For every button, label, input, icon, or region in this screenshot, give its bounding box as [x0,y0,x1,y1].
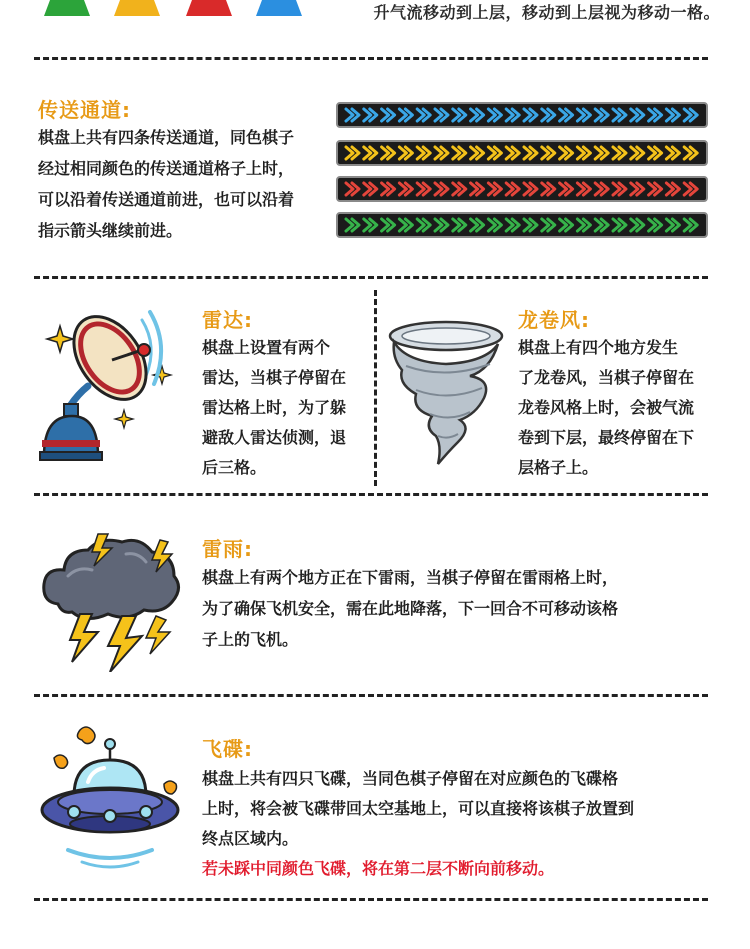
text-line: 棋盘上有两个地方正在下雷雨，当棋子停留在雷雨格上时， [202,568,619,587]
text-line: 后三格。 [202,458,267,477]
text-line: 层格子上。 [518,458,599,477]
text-line: 卷到下层，最终停留在下 [518,428,695,447]
top-band [0,0,750,58]
text-line: 指示箭头继续前进。 [38,221,183,240]
yellow-arrows-icon [336,140,708,166]
text-line: 棋盘上共有四条传送通道，同色棋子 [38,128,295,147]
conveyor-heading: 传送通道: [38,98,131,122]
tornado-heading: 龙卷风: [518,308,590,332]
thunderstorm-description [202,562,702,655]
text-line: 上时，将会被飞碟带回太空基地上，可以直接将该棋子放置到 [202,799,635,818]
text-line: 雷达，当棋子停留在 [202,368,347,387]
text-line: 雷达格上时，为了躲 [202,398,347,417]
yellow-piece-icon [114,0,160,16]
text-line: 了龙卷风，当棋子停留在 [518,368,695,387]
text-line: 避敌人雷达侦测，退 [202,428,347,447]
red-arrows-icon [336,176,708,202]
text-line: 龙卷风格上时，会被气流 [518,398,695,417]
ufo-heading: 飞碟: [202,737,253,761]
red-piece-icon [186,0,232,16]
thunderstorm-heading: 雷雨: [202,537,253,561]
text-line: 子上的飞机。 [202,630,299,649]
text-line: 棋盘上设置有两个 [202,338,331,357]
divider [34,276,708,279]
divider [34,493,708,496]
top-partial-text: 升气流移动到上层，移动到上层视为移动一格。 [373,3,720,22]
divider [34,694,708,697]
text-line: 为了确保飞机安全，需在此地降落，下一回合不可移动该格 [202,599,619,618]
storm-cloud-icon [38,532,188,672]
divider [34,57,708,60]
divider [34,898,708,901]
text-line: 经过相同颜色的传送通道格子上时， [38,159,295,178]
ufo-warning: 若未踩中同颜色飞碟，将在第二层不断向前移动。 [202,859,555,878]
tornado-icon [386,318,508,468]
ufo-description [202,764,702,854]
text-line: 棋盘上共有四只飞碟，当同色棋子停留在对应颜色的飞碟格 [202,769,619,788]
green-piece-icon [44,0,90,16]
blue-arrows-icon [336,102,708,128]
text-line: 可以沿着传送通道前进，也可以沿着 [38,190,295,209]
conveyor-description [38,122,328,246]
vertical-divider [374,290,377,486]
radar-dish-icon [38,306,178,466]
green-arrows-icon [336,212,708,238]
blue-piece-icon [256,0,302,16]
tornado-description [518,333,718,483]
ufo-icon [38,724,184,874]
text-line: 终点区域内。 [202,829,299,848]
radar-heading: 雷达: [202,308,253,332]
text-line: 棋盘上有四个地方发生 [518,338,679,357]
radar-description [202,333,372,483]
